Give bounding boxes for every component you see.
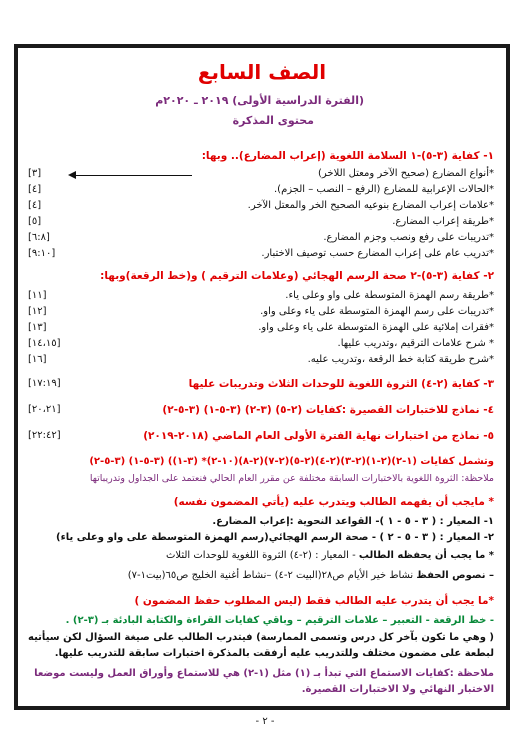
train-line-2: ( وهي ما تكون بآخر كل درس وتسمى الممارسة) فيتدرب الطالب على صيغة السؤال لكن سيأتيه (28, 632, 494, 643)
understand-heading: * مايجب أن يفهمه الطالب ويتدرب عليه (يأتي المضمون نفسه) (173, 496, 494, 508)
s2-ref-1: [١١] (28, 290, 47, 301)
texts-line (128, 570, 494, 581)
s2-item-3: *فقرات إملائية على الهمزة المتوسطة على ياء وعلى واو. (258, 322, 494, 333)
s3-ref: [١٧:١٩] (28, 378, 61, 389)
s1-ref-2: [٤] (28, 184, 42, 195)
s2-ref-5: [١٦] (28, 354, 47, 365)
texts-rest: نشاط خير الأيام ص٢٨(البيت ٢-٤) –نشاط أغنية الخليج ص٦٥(بيت١-٧) (127, 570, 414, 581)
page-title: الصف السابع (197, 60, 327, 84)
s1-item-6: *تدريب عام على إعراب المضارع حسب توصيف الاختبار. (261, 248, 494, 259)
s1-item-1: *أنواع المضارع (صحيح الآخر ومعتل اللاخر) (318, 168, 494, 179)
texts-label: – نصوص الحفظ (416, 570, 494, 581)
note-2-line-2: الاختبار النهائي ولا الاختبارات القصيرة. (301, 684, 494, 695)
train-heading: *ما يجب أن يتدرب عليه الطالب فقط (ليس المطلوب حفظ المضمون ) (134, 595, 494, 607)
understand-line-2: ٢- المعيار : ( ٣ - ٥ - ٢ ) - صحة الرسم الهجائي(رسم الهمزة المتوسطة على واو وعلى ياء) (56, 532, 494, 543)
note-2-line-1: ملاحظة :كفايات الاستماع التي تبدأ بـ (١) مثل (١-٢) هي للاستماع وأوراق العمل وليست موضعا (34, 668, 494, 679)
arrow-line (74, 175, 192, 176)
section3-heading: ٣- كفاية (٢-٤) الثروة اللغوية للوحدات الثلاث وتدريبات عليها (188, 378, 494, 390)
s5-ref: [٢٢:٤٢] (28, 430, 61, 441)
page-border-inner (17, 47, 507, 707)
s1-item-2: *الحالات الإعرابية للمضارع (الرفع – النصب – الجزم). (273, 184, 494, 195)
s2-item-1: *طريقة رسم الهمزة المتوسطة على واو وعلى ياء. (285, 290, 494, 301)
s1-ref-3: [٤] (28, 200, 42, 211)
memorize-line (166, 550, 494, 561)
section4-heading: ٤- نماذج للاختبارات القصيرة :كفايات (٢-٥) (٣-٢) (٣-٥-١) (٣-٥-٢) (162, 404, 494, 416)
includes-line: وتشمل كفايات (١-٢)(٢-١)(٢-٣)(٢-٤)(٢-٥)(٢-٧)(٢-٨)(١٠-٢)* (٣-١)) (٣-٥-١) (٣-٥-٢) (89, 456, 494, 467)
arrow-left-icon (68, 171, 76, 179)
section2-heading: ٢- كفاية (٣-٥)-٢ صحة الرسم الهجائي (وعلامات الترقيم ) و(خط الرقعة)وبها: (100, 270, 494, 282)
s1-ref-5: [٦:٨] (28, 232, 50, 243)
s1-item-3: *علامات إعراب المضارع بنوعيه الصحيح الخر والمعتل الآخر. (247, 200, 494, 211)
s2-ref-2: [١٢] (28, 306, 47, 317)
memorize-heading: * ما يجب أن يحفظه الطالب (358, 550, 494, 561)
section1-heading: ١- كفاية (٣-٥)-١ السلامة اللغوية (إعراب المضارع).. وبها: (201, 150, 494, 162)
page-number: - ٢ - (255, 716, 275, 727)
s2-ref-3: [١٣] (28, 322, 47, 333)
s4-ref: [٢٠،٢١] (28, 404, 61, 415)
s1-item-5: *تدريبات على رفع ونصب وجزم المضارع. (323, 232, 494, 243)
s1-ref-6: [٩:١٠] (28, 248, 56, 259)
s2-item-4: * شرح علامات الترقيم ،وتدريب عليها. (337, 338, 494, 349)
s1-ref-1: [٣] (28, 168, 42, 179)
section5-heading: ٥- نماذج من اختبارات نهاية الفترة الأولى العام الماضي (٢٠١٨-٢٠١٩) (143, 430, 494, 442)
memorize-rest: - المعيار : (٢-٤) الثروة اللغوية للوحدات الثلاث (165, 550, 356, 561)
train-line-3: لبطعة على مضمون مختلف وللتدريب عليه أرفقت بالمذكرة اختبارات سابقة للتدريب عليها. (54, 648, 494, 659)
s2-item-2: *تدريبات على رسم الهمزة المتوسطة على ياء وعلى واو. (260, 306, 494, 317)
train-line-1: - خط الرقعة - التعبير – علامات الترقيم – وباقي كفايات القراءة والكتابة البادئة بـ (٣-٢) . (65, 615, 494, 626)
s1-item-4: *طريقة إعراب المضارع. (392, 216, 494, 227)
s2-item-5: *شرح طريقة كتابة خط الرقعة ،وتدريب عليه. (307, 354, 494, 365)
note-1: ملاحظة: الثروة اللغوية بالاختبارات السابقة مختلفة عن مقرر العام الحالي فنعتمد على الجداول وتدريباتها (89, 473, 494, 484)
s1-ref-4: [٥] (28, 216, 42, 227)
contents-heading: محتوى المذكرة (232, 114, 314, 127)
period-subtitle: (الفترة الدراسية الأولى) ٢٠١٩ ـ ٢٠٢٠م (155, 94, 364, 107)
s2-ref-4: [١٤،١٥] (28, 338, 61, 349)
understand-line-1: ١- المعيار : ( ٣ - ٥ - ١ )- القواعد النحوية :إعراب المضارع. (212, 516, 494, 527)
